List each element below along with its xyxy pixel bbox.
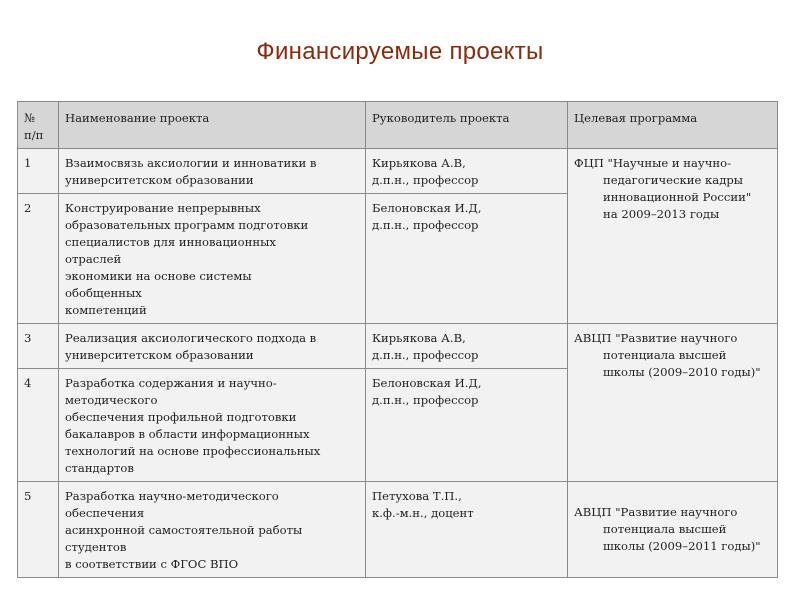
program-line: АВЦП "Развитие научного	[574, 331, 738, 345]
row-num: 2	[18, 194, 59, 324]
row-target-program	[568, 149, 778, 324]
program-line: ФЦП "Научные и научно-	[574, 156, 732, 170]
program-line: школы (2009–2011 годы)"	[603, 539, 761, 553]
row-project-name: Конструирование непрерывных образовательных программ подготовки специалистов для инновационных отраслей экономики на основе системы обобщенных компетенций	[59, 194, 366, 324]
table-header-row	[18, 102, 778, 149]
row-project-head: Кирьякова А.В, д.п.н., профессор	[366, 149, 568, 194]
program-line: на 2009–2013 годы	[603, 207, 720, 221]
row-project-name: Реализация аксиологического подхода в университетском образовании	[59, 324, 366, 369]
row-project-head: Белоновская И.Д, д.п.н., профессор	[366, 369, 568, 482]
row-project-head: Белоновская И.Д, д.п.н., профессор	[366, 194, 568, 324]
row-num: 5	[18, 482, 59, 578]
row-project-head: Кирьякова А.В, д.п.н., профессор	[366, 324, 568, 369]
header-num: № п/п	[18, 102, 59, 149]
table-row	[18, 482, 778, 578]
program-line: инновационной России"	[603, 190, 752, 204]
row-num: 3	[18, 324, 59, 369]
row-project-name: Взаимосвязь аксиологии и инноватики в университетском образовании	[59, 149, 366, 194]
table-row	[18, 149, 778, 194]
header-project-name: Наименование проекта	[59, 102, 366, 149]
row-project-head: Петухова Т.П., к.ф.-м.н., доцент	[366, 482, 568, 578]
header-target-program: Целевая программа	[568, 102, 778, 149]
header-project-head: Руководитель проекта	[366, 102, 568, 149]
row-target-program	[568, 482, 778, 578]
program-line: АВЦП "Развитие научного	[574, 505, 738, 519]
program-line: потенциала высшей	[603, 348, 727, 362]
row-project-name: Разработка содержания и научно- методического обеспечения профильной подготовки бакалавров в области информационных технологий на основе профессиональных стандартов	[59, 369, 366, 482]
row-num: 1	[18, 149, 59, 194]
projects-table	[17, 101, 778, 578]
row-target-program	[568, 324, 778, 482]
table-row	[18, 324, 778, 369]
program-line: школы (2009–2010 годы)"	[603, 365, 761, 379]
page-title: Финансируемые проекты	[256, 38, 544, 65]
program-line: педагогические кадры	[603, 173, 743, 187]
program-line: потенциала высшей	[603, 522, 727, 536]
row-project-name: Разработка научно-методического обеспечения асинхронной самостоятельной работы студентов в соответствии с ФГОС ВПО	[59, 482, 366, 578]
row-num: 4	[18, 369, 59, 482]
